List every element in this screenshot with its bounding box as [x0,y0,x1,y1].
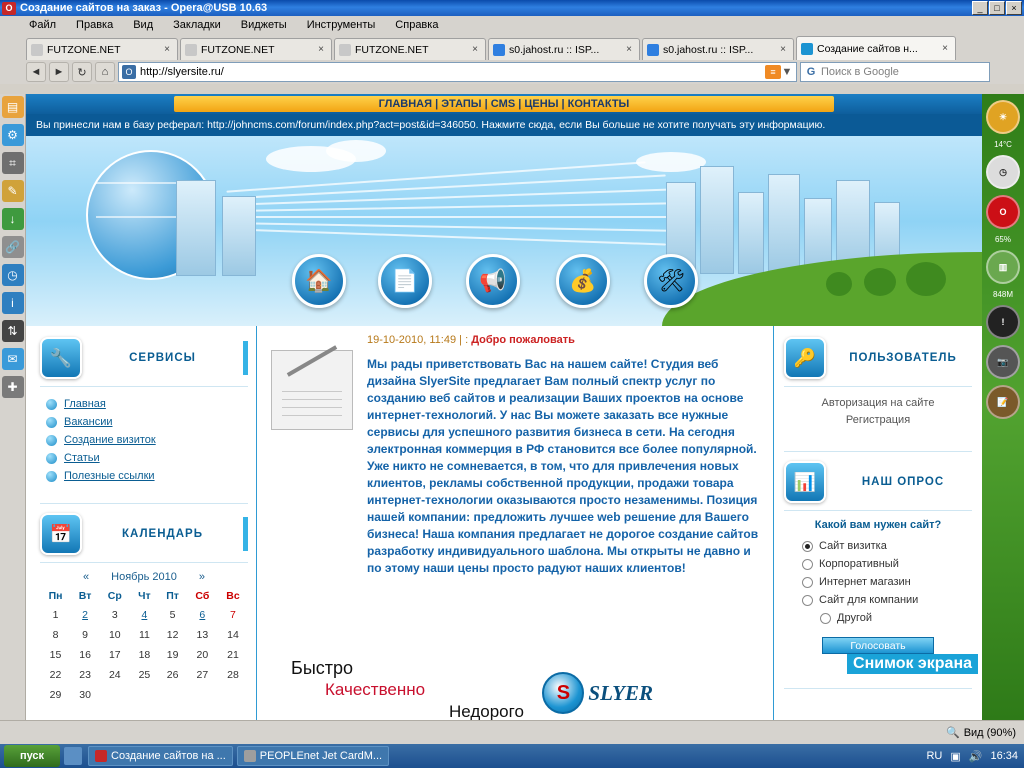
menu-view[interactable]: Вид [133,19,154,31]
article-title: Добро пожаловать [471,334,575,346]
calendar-header-row [40,587,248,605]
home-button[interactable]: ⌂ [95,62,115,82]
weekday-sat: Сб [195,590,210,602]
weekday-tue: Вт [78,590,92,602]
calendar-day: 23 [79,669,91,681]
calendar-day: 7 [230,609,236,621]
menu-tools[interactable]: Инструменты [306,19,376,31]
radio-icon[interactable] [820,613,831,624]
menu-link[interactable]: Вакансии [64,416,113,428]
calendar-day: 15 [49,649,62,661]
back-button[interactable]: ◄ [26,62,46,82]
calendar-day [99,685,130,705]
tab-favicon [647,44,659,56]
notes-gadget[interactable]: 📝 [986,385,1020,419]
menu-item-main[interactable] [40,395,248,413]
tab-label: FUTZONE.NET [201,43,275,56]
tab-label: s0.jahost.ru :: ISP... [509,43,600,56]
divider [40,386,248,387]
poll-option-1[interactable] [802,537,972,555]
tree-shape [826,272,852,296]
document-icon[interactable]: 📄 [378,254,432,308]
tab-close-icon[interactable]: × [626,43,632,55]
poll-option-2[interactable] [802,555,972,573]
memory-gadget-label: 848М [992,290,1013,299]
menu-link[interactable]: Полезные ссылки [64,470,155,482]
status-bar [0,720,1024,744]
taskbar-item-label: PEOPLEnet Jet CardM... [259,750,383,762]
calendar-day: 12 [166,629,179,641]
services-title: СЕРВИСЫ [129,352,196,364]
tab-favicon [801,43,813,55]
page-viewport [26,94,982,720]
tab-close-icon[interactable]: × [318,43,324,55]
tab-favicon [493,44,505,56]
window-title: Создание сайтов на заказ - Opera@USB 10.63 [20,2,268,14]
radio-icon[interactable] [802,559,813,570]
menu-help[interactable]: Справка [395,19,439,31]
calendar-day: 18 [138,649,151,661]
wrench-icon: 🔧 [40,337,82,379]
article-date: 19-10-2010, 11:49 [367,334,457,346]
calendar-day: 8 [52,629,59,641]
tab-label: FUTZONE.NET [47,43,121,56]
poll-option-label: Сайт визитка [819,540,887,552]
browser-tab-3[interactable] [334,38,486,60]
zoom-level-label[interactable]: Вид (90%) [963,726,1016,739]
bullet-icon [46,417,57,428]
calendar-block-header [40,512,248,556]
bullet-icon [46,453,57,464]
calendar-day-link[interactable]: 6 [199,609,206,621]
tab-close-icon[interactable]: × [780,43,786,55]
tab-favicon [31,44,43,56]
calendar-row [40,625,248,645]
taskbar-item-peoplenet[interactable] [237,746,389,766]
poll-block-header [784,460,972,504]
slogan-quality: Качественно [325,680,426,699]
calendar-day: 26 [166,669,179,681]
calendar-icon: 📅 [40,513,82,555]
tab-label: FUTZONE.NET [355,43,429,56]
calendar-day: 1 [52,609,59,621]
cloud-shape [636,152,706,172]
url-text: http://slyersite.ru/ [140,66,224,78]
title-bar [0,0,1024,16]
website-slyersite [26,94,982,720]
calendar-day: 13 [196,629,209,641]
poll-title: НАШ ОПРОС [861,476,945,488]
tree-shape [906,262,946,296]
divider [40,562,248,563]
search-bar[interactable] [800,62,990,82]
settings-icon[interactable]: ⚙ [2,124,24,146]
maximize-button[interactable]: □ [989,1,1005,15]
weekday-fri: Пт [166,590,179,602]
article-column [256,326,774,720]
taskbar-item-icon [244,750,256,762]
tray-icon-volume[interactable]: 🔊 [968,750,983,763]
calendar-day [218,685,248,705]
poll-option-label: Сайт для компании [819,594,919,606]
poll-question: Какой вам нужен сайт? [814,519,942,531]
site-nav-links[interactable]: ГЛАВНАЯ | ЭТАПЫ | CMS | ЦЕНЫ | КОНТАКТЫ [174,96,834,112]
weekday-thu: Чт [138,590,151,602]
browser-tab-1[interactable] [26,38,178,60]
poll-option-5[interactable] [802,609,972,627]
slogan-fast: Быстро [291,658,354,678]
downloads-icon[interactable]: ↓ [2,208,24,230]
site-body [26,326,982,720]
calendar-day: 20 [196,649,209,661]
referral-notice-bar[interactable] [26,114,982,136]
cpu-gadget-label: 65% [994,235,1011,244]
coin-icon[interactable]: 💰 [556,254,610,308]
user-block-header [784,336,972,380]
google-icon: G [804,65,818,79]
site-top-navigation [26,94,982,114]
menu-widgets[interactable]: Виджеты [240,19,287,31]
mail-icon[interactable]: ✉ [2,348,24,370]
logo-mark-icon: S [542,672,584,714]
tab-bar [0,34,1024,60]
start-button[interactable]: пуск [4,745,60,767]
radio-icon[interactable] [802,595,813,606]
weather-gadget-label: 14°C [994,140,1012,149]
browser-tab-4[interactable] [488,38,640,60]
tab-favicon [339,44,351,56]
calendar-day: 3 [111,609,118,621]
opera-gadget[interactable]: O [986,195,1020,229]
site-logo [542,672,653,714]
calendar-row [40,645,248,665]
vote-button[interactable]: Голосовать [822,637,934,654]
calendar-day: 16 [79,649,91,661]
clock-gadget[interactable]: ◷ [986,155,1020,189]
building-shape [738,192,764,274]
calendar-day: 21 [227,649,239,661]
rss-icon[interactable]: ≡ [765,65,781,79]
menu-file[interactable]: Файл [29,19,57,31]
calendar-day: 29 [49,689,62,701]
calendar-month-label: Ноябрь 2010 [111,571,177,583]
calendar-day: 11 [138,629,150,641]
bullet-icon [46,471,57,482]
header-accent-bar [243,517,248,551]
calendar-next-button[interactable]: » [198,571,205,583]
system-tray [926,750,1024,763]
calendar-day: 22 [49,669,62,681]
tools-icon[interactable]: 🛠 [644,254,698,308]
menu-link[interactable]: Создание визиток [64,434,156,446]
calendar-day: 5 [169,609,176,621]
pen-icon [287,345,337,376]
calendar-day: 19 [166,649,179,661]
menu-link[interactable]: Главная [64,398,106,410]
slogan-cheap: Недорого [449,702,524,720]
slogan-block [277,658,763,720]
desktop-gadget-strip [982,94,1024,720]
bullet-icon [46,435,57,446]
address-dropdown-icon[interactable]: ▼ [781,66,793,78]
divider [784,451,972,452]
calendar-day [130,685,158,705]
search-input[interactable]: Поиск в Google [821,66,899,78]
taskbar-item-icon [95,750,107,762]
calendar-title: КАЛЕНДАРЬ [122,528,203,540]
login-link[interactable]: Авторизация на сайте [821,397,935,409]
poll-option-label: Другой [837,612,872,624]
quick-launch-icon[interactable] [64,747,82,765]
calendar-day: 14 [227,629,239,641]
divider [40,503,248,504]
links-icon[interactable]: 🔗 [2,236,24,258]
calendar-day: 24 [108,669,121,681]
menu-item-business-cards[interactable] [40,431,248,449]
cloud-shape [326,140,386,162]
calendar-day-link[interactable]: 2 [82,609,89,621]
address-bar[interactable] [118,62,797,82]
meta-separator: | : [456,334,472,346]
calendar-prev-button[interactable]: « [83,571,90,583]
calendar-table [40,587,248,705]
calendar-day [187,685,218,705]
notes-icon[interactable]: ✎ [2,180,24,202]
calendar-row [40,605,248,625]
close-button[interactable]: × [1006,1,1022,15]
left-sidebar [26,326,256,720]
weekday-mon: Пн [48,590,63,602]
header-accent-bar [243,341,248,375]
home-icon[interactable]: 🏠 [292,254,346,308]
browser-tab-6-active[interactable] [796,36,956,60]
taskbar-item-opera[interactable] [88,746,233,766]
minimize-button[interactable]: _ [972,1,988,15]
transfers-icon[interactable]: ⇅ [2,320,24,342]
browser-tab-2[interactable] [180,38,332,60]
register-link[interactable]: Регистрация [845,414,911,426]
calendar-day: 9 [82,629,89,641]
browser-tab-5[interactable] [642,38,794,60]
menu-link[interactable]: Статьи [64,452,100,464]
calendar-day: 10 [108,629,121,641]
menu-bookmarks[interactable]: Закладки [173,19,221,31]
weekday-sun: Вс [226,590,240,602]
radio-icon[interactable] [802,541,813,552]
calendar-day-link[interactable]: 4 [141,609,148,621]
referral-notice-text: Вы принесли нам в базу реферал: http://johncms.com/forum/index.php?act=post&id=346050. Нажмите сюда, если Вы больше не хотите получать эту информацию. [36,119,826,131]
reload-button[interactable]: ↻ [72,62,92,82]
tab-close-icon[interactable]: × [164,43,170,55]
article-body: Мы рады приветствовать Вас на нашем сайте! Студия веб дизайна SlyerSite предлагает Вам полный спектр услуг по созданию веб сайтов и реализации Ваших проектов на основе интернет-технологий. У нас Вы можете заказать все нужные сервисы для успешного развития бизнеса в сети. На сегодня электронная коммерция в РФ становится все более популярной. Уже никто не сомневается, в том, что для привлечения новых клиентов, рекламы собственной продукции, продажи товара интернет-технологии оказываются просто незаменимы. Позиция нашей компании: предложить лучшее web решение для Вашего бизнеса! Наша компания предлагает не дорогое создание сайтов разработку индивидуального шаблона. Мы открыты не давно и по этому наши цены просто радуют наших клиентов! [367,357,759,575]
poll-option-4[interactable] [802,591,972,609]
calendar-day: 30 [79,689,91,701]
opera-icon: O [2,2,16,15]
building-shape [768,174,800,274]
calendar-day: 27 [196,669,209,681]
history-icon[interactable]: ◷ [2,264,24,286]
poll-option-label: Интернет магазин [819,576,911,588]
menu-edit[interactable]: Правка [76,19,114,31]
opera-side-panel [0,94,26,720]
divider [784,510,972,511]
tab-close-icon[interactable]: × [942,42,948,54]
clock[interactable]: 16:34 [990,750,1018,762]
calendar-day [158,685,186,705]
megaphone-icon[interactable]: 📢 [466,254,520,308]
bullet-icon [46,399,57,410]
menu-item-vacancies[interactable] [40,413,248,431]
calendar-navigation [40,571,248,583]
tab-label: s0.jahost.ru :: ISP... [663,43,754,56]
share-icon[interactable]: ⌗ [2,152,24,174]
divider [784,688,972,689]
tab-label: Создание сайтов н... [817,42,918,55]
screenshot-watermark: Снимок экрана [847,654,978,674]
menu-item-articles[interactable] [40,449,248,467]
zoom-icon[interactable]: 🔍 [945,727,960,739]
calendar-day: 28 [227,669,239,681]
radio-icon[interactable] [802,577,813,588]
services-block-header [40,336,248,380]
page-icon: O [122,65,136,79]
user-title: ПОЛЬЗОВАТЕЛЬ [849,352,957,364]
poll-option-label: Корпоративный [819,558,899,570]
calendar-day: 17 [108,649,121,661]
bookmarks-icon[interactable]: ▤ [2,96,24,118]
poll-option-3[interactable] [802,573,972,591]
poll-icon: 📊 [784,461,826,503]
calendar-row [40,665,248,685]
poll-options [784,537,972,627]
cpu-gadget[interactable]: ▥ [986,250,1020,284]
calendar-row [40,685,248,705]
notepad-illustration [271,350,353,430]
tab-favicon [185,44,197,56]
camera-gadget[interactable]: 📷 [986,345,1020,379]
add-panel-icon[interactable]: ✚ [2,376,24,398]
building-shape [222,196,256,276]
calendar-day: 25 [138,669,151,681]
address-toolbar [0,60,1024,84]
divider [784,386,972,387]
info-icon[interactable]: i [2,292,24,314]
taskbar-item-label: Создание сайтов на ... [111,750,226,762]
weekday-wed: Ср [107,590,122,602]
forward-button[interactable]: ► [49,62,69,82]
menu-item-useful-links[interactable] [40,467,248,485]
building-shape [700,166,734,274]
weather-gadget[interactable]: ☀ [986,100,1020,134]
tray-icon-network[interactable]: ▣ [950,750,961,763]
building-shape [176,180,216,276]
tree-shape [864,268,896,296]
services-menu [40,395,248,485]
language-indicator[interactable]: RU [926,750,943,762]
key-icon: 🔑 [784,337,826,379]
site-hero-banner [26,136,982,326]
logo-text: SLYER [588,680,653,705]
windows-taskbar [0,744,1024,768]
article-meta [367,334,759,346]
warning-gadget[interactable]: ! [986,305,1020,339]
tab-close-icon[interactable]: × [472,43,478,55]
menu-bar [0,16,1024,34]
